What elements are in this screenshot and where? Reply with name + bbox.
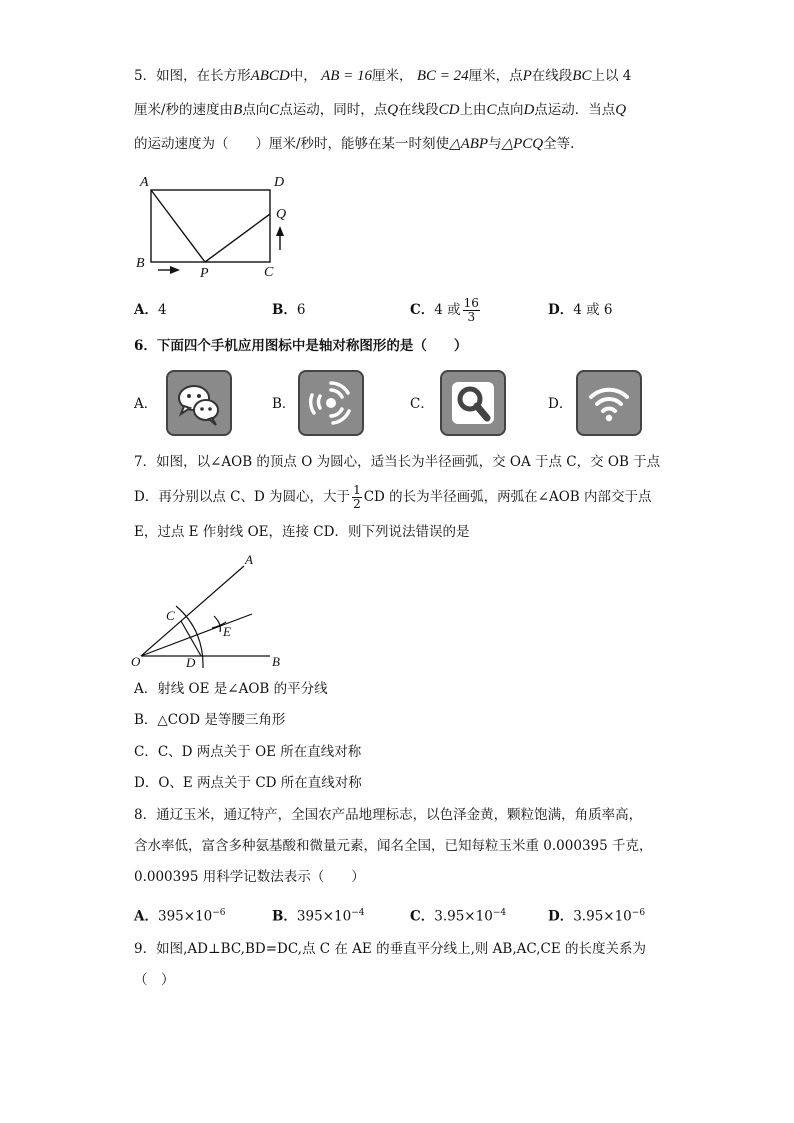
arc-from-c bbox=[214, 616, 220, 632]
q7-option-d[interactable]: D．O、E 两点关于 CD 所在直线对称 bbox=[134, 775, 362, 791]
q6-option-d-label[interactable]: D． bbox=[548, 396, 573, 412]
q9-line-2: （ ） bbox=[134, 972, 175, 988]
label-c: C bbox=[166, 608, 175, 623]
q6-option-b-label[interactable]: B． bbox=[272, 396, 296, 412]
fraction-1-2: $\frac{1}{2}$ bbox=[353, 483, 361, 511]
label-d: D bbox=[186, 655, 196, 670]
q6-option-a-label[interactable]: A． bbox=[134, 396, 158, 412]
label-o: O bbox=[131, 654, 141, 669]
q8-option-a[interactable]: A．$395\times 10^{-6}$ bbox=[134, 908, 226, 925]
label-b: B bbox=[272, 654, 280, 669]
q5-option-d[interactable]: D．4 或 6 bbox=[548, 302, 613, 318]
q7-line-3: E，过点 E 作射线 OE，连接 CD．则下列说法错误的是 bbox=[134, 524, 470, 540]
q5-option-b[interactable]: B．6 bbox=[272, 302, 306, 318]
q9-line-1: 9．如图,AD⊥BC,BD=DC,点 C 在 AE 的垂直平分线上,则 AB,AC,CE 的长度关系为 bbox=[134, 941, 646, 957]
segment-cd bbox=[181, 621, 201, 656]
q8-option-c[interactable]: C．$3.95\times 10^{-4}$ bbox=[410, 908, 507, 925]
label-a: A bbox=[140, 175, 149, 190]
q8-option-d[interactable]: D．$3.95\times 10^{-6}$ bbox=[548, 908, 646, 925]
q6-stem: 6．下面四个手机应用图标中是轴对称图形的是（ ） bbox=[134, 338, 468, 354]
q7-option-c[interactable]: C．C、D 两点关于 OE 所在直线对称 bbox=[134, 744, 362, 760]
q8-line-3: 0.000395 用科学记数法表示（ ） bbox=[134, 869, 365, 885]
q8-option-b[interactable]: B．$395\times 10^{-4}$ bbox=[272, 908, 365, 925]
fraction-16-3: $\frac{16}{3}$ bbox=[463, 296, 479, 324]
q7-line-1: 7．如图，以∠AOB 的顶点 O 为圆心，适当长为半径画弧，交 OA 于点 C，交 OB 于点 bbox=[134, 454, 661, 470]
label-d: D bbox=[274, 175, 285, 190]
label-a: A bbox=[245, 552, 253, 567]
label-e: E bbox=[223, 624, 231, 639]
q5-option-c[interactable]: C．4 或 $\frac{16}{3}$ bbox=[410, 296, 479, 324]
q7-option-b[interactable]: B．△COD 是等腰三角形 bbox=[134, 712, 286, 728]
label-c: C bbox=[264, 265, 274, 280]
ray-oa bbox=[141, 566, 244, 656]
ray-oe bbox=[141, 614, 252, 656]
q7-line-2: D．再分别以点 C、D 为圆心，大于 $\frac{1}{2}$ CD 的长为半径画弧，两弧在∠AOB 内部交于点 bbox=[134, 483, 652, 511]
label-b: B bbox=[136, 256, 145, 271]
q8-line-2: 含水率低，富含多种氨基酸和微量元素，闻名全国，已知每粒玉米重 0.000395 千克， bbox=[134, 838, 653, 854]
q5-line-3: 的运动速度为（ ）厘米/秒时，能够在某一时刻使△ABP与△PCQ全等. bbox=[134, 136, 575, 152]
label-q: Q bbox=[276, 207, 287, 222]
q7-option-a[interactable]: A．射线 OE 是∠AOB 的平分线 bbox=[134, 681, 328, 697]
q5-line-1: 5．如图，在长方形ABCD中， AB = 16厘米， BC = 24厘米，点P在线段BC上以 4 bbox=[134, 68, 632, 84]
q8-line-1: 8．通辽玉米，通辽特产，全国农产品地理标志，以色泽金黄，颗粒饱满，角质率高， bbox=[134, 807, 643, 823]
label-p: P bbox=[200, 266, 209, 281]
q5-line-2: 厘米/秒的速度由B点向C点运动，同时，点Q在线段CD上由C点向D点运动．当点Q bbox=[134, 102, 627, 118]
q5-option-a[interactable]: A．4 bbox=[134, 302, 167, 318]
q6-option-c-label[interactable]: C． bbox=[410, 396, 434, 412]
